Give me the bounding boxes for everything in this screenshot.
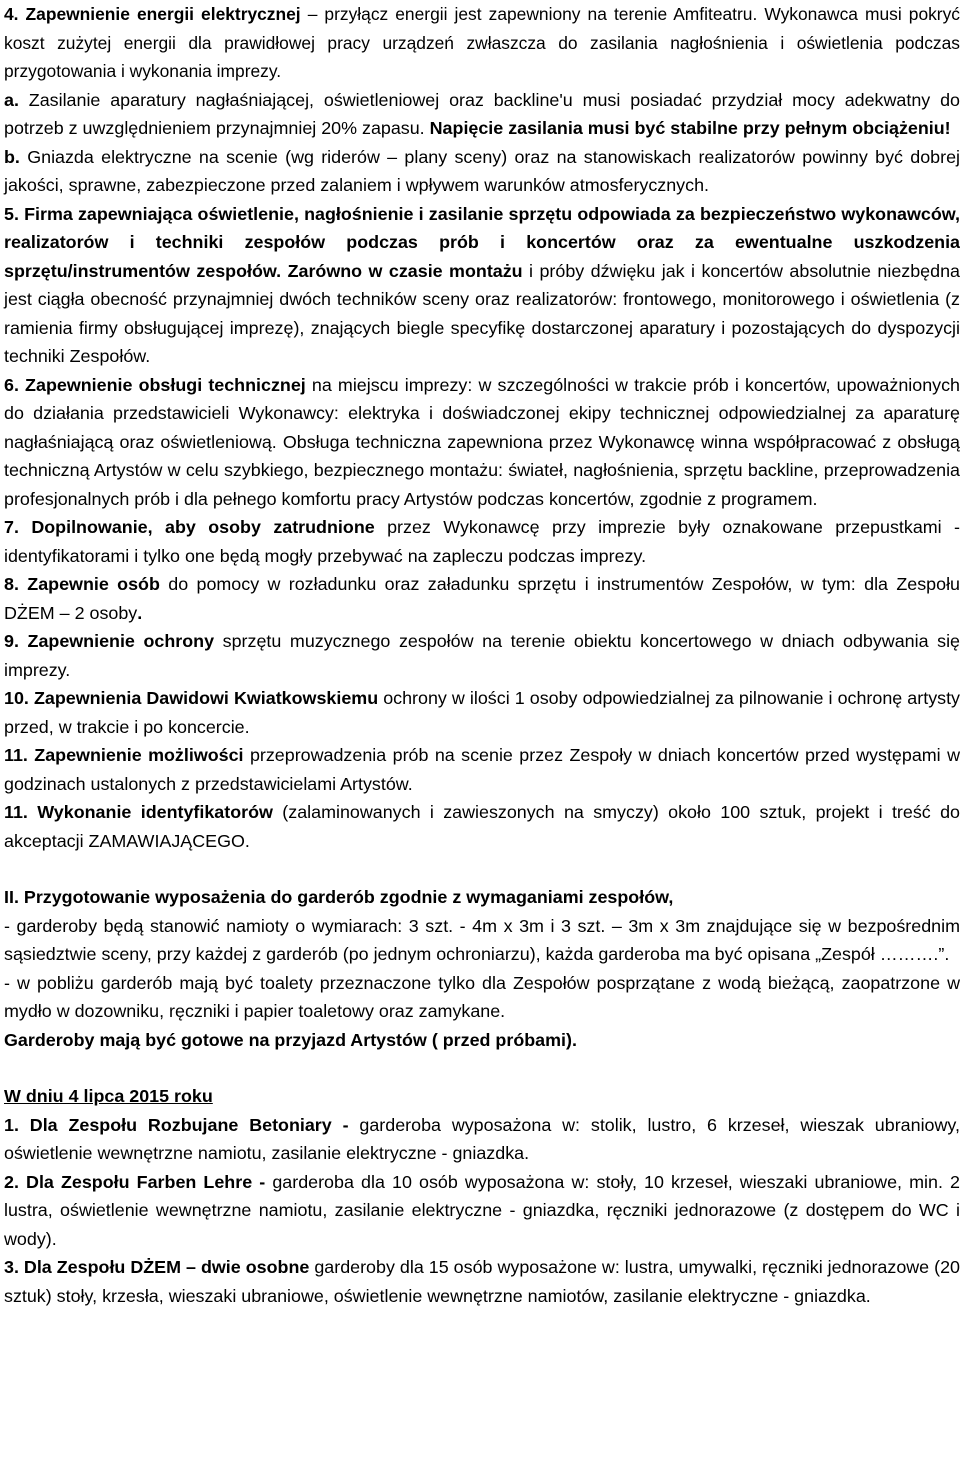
section-spacer [4, 1054, 960, 1082]
section-9-heading: 9. Zapewnienie ochrony [4, 631, 215, 651]
section-5-paragraph [4, 200, 960, 371]
section-7-paragraph [4, 513, 960, 570]
section-4b-text: Gniazda elektryczne na scenie (wg riderów – plany sceny) oraz na stanowiskach realizatorów powinny być dobrej jakości, sprawne, zabezpieczone przed zalaniem i wpływem warunków atmosferycznych. [4, 146, 960, 195]
date-heading: W dniu 4 lipca 2015 roku [4, 1086, 213, 1106]
section-11b-text: (zalaminowanych i zawieszonych na smyczy) około 100 sztuk, projekt i treść do akceptacji ZAMAWIAJĄCEGO. [4, 802, 960, 851]
section-7-text: przez Wykonawcę przy imprezie były oznakowane przepustkami - identyfikatorami i tylko one będą mogły przebywać na zapleczu podczas imprezy. [4, 517, 960, 566]
section-4-heading: 4. Zapewnienie energii elektrycznej [4, 4, 301, 24]
section-11a-heading: 11. Zapewnienie możliwości [4, 745, 244, 765]
dressing-room-2-text: garderoba dla 10 osób wyposażona w: stoły, 10 krzeseł, wieszaki ubraniowe, min. 2 lustra, oświetlenie wewnętrzne namiotu, zasilanie elektryczne - gniazdka, ręczniki jednorazowe (z dostępem do WC i wody). [4, 1171, 960, 1249]
section-7-heading: 7. Dopilnowanie, aby osoby zatrudnione [4, 517, 375, 537]
dressing-room-1-text: garderoba wyposażona w: stolik, lustro, 6 krzeseł, wieszak ubraniowy, oświetlenie wewnętrzne namiotu, zasilanie elektryczne - gniazdka. [4, 1114, 960, 1163]
section-8-text: do pomocy w rozładunku oraz załadunku sprzętu i instrumentów Zespołów, w tym: dla Zespołu DŻEM – 2 osoby [4, 574, 960, 623]
section-11b-heading: 11. Wykonanie identyfikatorów [4, 802, 273, 822]
section-10-heading: 10. Zapewnienia Dawidowi Kwiatkowskiemu [4, 688, 379, 708]
section-4a-text: Zasilanie aparatury nagłaśniającej, oświetleniowej oraz backline'u musi posiadać przydział mocy adekwatny do potrzeb z uwzględnieniem przynajmniej 20% zapasu. [4, 89, 960, 138]
section-spacer [4, 855, 960, 883]
dressing-room-3-paragraph [4, 1253, 960, 1310]
dressing-room-1-heading: 1. Dla Zespołu Rozbujane Betoniary - [4, 1114, 349, 1135]
section-ii-ready-note: Garderoby mają być gotowe na przyjazd Artystów ( przed próbami). [4, 1029, 577, 1050]
section-10-paragraph [4, 684, 960, 741]
section-6-text: na miejscu imprezy: w szczególności w trakcie prób i koncertów, upoważnionych do działania przedstawicieli Wykonawcy: elektryka i doświadczonej ekipy technicznej odpowiedzialnej za aparaturę nagłaśniającą oraz oświetleniową. Obsługa techniczna zapewniona przez Wykonawcę winna współpracować z obsługą techniczną Artystów w celu szybkiego, bezpiecznego montażu: świateł, nagłośnienia, sprzętu backline, przeprowadzenia profesjonalnych prób i dla pełnego komfortu pracy Artystów podczas koncertów, zgodnie z programem. [4, 374, 960, 509]
section-4b-marker: b. [4, 146, 20, 167]
section-9-paragraph [4, 627, 960, 684]
section-4-paragraph [4, 0, 960, 86]
dressing-room-2-paragraph [4, 1168, 960, 1254]
section-4a-marker: a. [4, 89, 19, 110]
section-4a-warning: Napięcie zasilania musi być stabilne przy pełnym obciążeniu! [429, 118, 951, 138]
section-ii-toilets-paragraph: - w pobliżu garderób mają być toalety przeznaczone tylko dla Zespołów posprzątane z wodą bieżącą, zaopatrzone w mydło w dozowniku, ręczniki i papier toaletowy oraz zamykane. [4, 972, 960, 1021]
section-ii-tents-paragraph: - garderoby będą stanowić namioty o wymiarach: 3 szt. - 4m x 3m i 3 szt. – 3m x 3m znajdujące się w bezpośrednim sąsiedztwie sceny, przy każdej z garderób (po jednym ochroniarzu), każda garderoba ma być opisana „Zespół ……….”. [4, 915, 960, 964]
section-11a-paragraph [4, 741, 960, 798]
section-4b-paragraph [4, 143, 960, 200]
section-9-text: sprzętu muzycznego zespołów na terenie obiektu koncertowego w dniach odbywania się imprezy. [4, 631, 960, 680]
section-8-heading: 8. Zapewnie osób [4, 574, 160, 594]
section-8-paragraph [4, 570, 960, 627]
dressing-room-3-heading: 3. Dla Zespołu DŻEM – dwie osobne [4, 1257, 310, 1277]
section-4-text: – przyłącz energii jest zapewniony na terenie Amfiteatru. Wykonawca musi pokryć koszt zużytej energii dla prawidłowej pracy urządzeń zwłaszcza do zasilania nagłośnienia i oświetlenia podczas przygotowania i wykonania imprezy. [4, 4, 960, 81]
section-6-paragraph [4, 371, 960, 514]
section-11b-paragraph [4, 798, 960, 855]
section-6-heading: 6. Zapewnienie obsługi technicznej [4, 374, 306, 395]
dressing-room-2-heading: 2. Dla Zespołu Farben Lehre - [4, 1171, 266, 1192]
section-5-heading: 5. Firma zapewniająca oświetlenie, nagłośnienie i zasilanie sprzętu odpowiada za bezpieczeństwo wykonawców, realizatorów i techniki zespołów podczas prób i koncertów oraz za ewentualne uszkodzenia sprzętu/instrumentów zespołów. Zarówno w czasie montażu [4, 203, 960, 281]
dressing-room-1-paragraph [4, 1111, 960, 1168]
section-11a-text: przeprowadzenia prób na scenie przez Zespoły w dniach koncertów przed występami w godzinach ustalonych z przedstawicielami Artystów. [4, 745, 960, 794]
section-ii-heading: II. Przygotowanie wyposażenia do garderób zgodnie z wymaganiami zespołów, [4, 887, 674, 907]
section-4a-paragraph [4, 86, 960, 143]
dressing-room-3-text: garderoby dla 15 osób wyposażone w: lustra, umywalki, ręczniki jednorazowe (20 sztuk) stoły, krzesła, wieszaki ubraniowe, oświetlenie wewnętrzne namiotów, zasilanie elektryczne - gniazdka. [4, 1257, 960, 1306]
section-8-tail: . [137, 602, 143, 623]
section-10-text: ochrony w ilości 1 osoby odpowiedzialnej za pilnowanie i ochronę artysty przed, w trakcie i po koncercie. [4, 688, 960, 737]
section-5-text: i próby dźwięku jak i koncertów absolutnie niezbędna jest ciągła obecność przynajmniej dwóch techników sceny oraz realizatorów: frontowego, monitorowego i oświetlenia (z ramienia firmy obsługującej imprezę), znających biegle specyfikę dostarczonej aparatury i pozostających do dyspozycji techniki Zespołów. [4, 260, 960, 366]
